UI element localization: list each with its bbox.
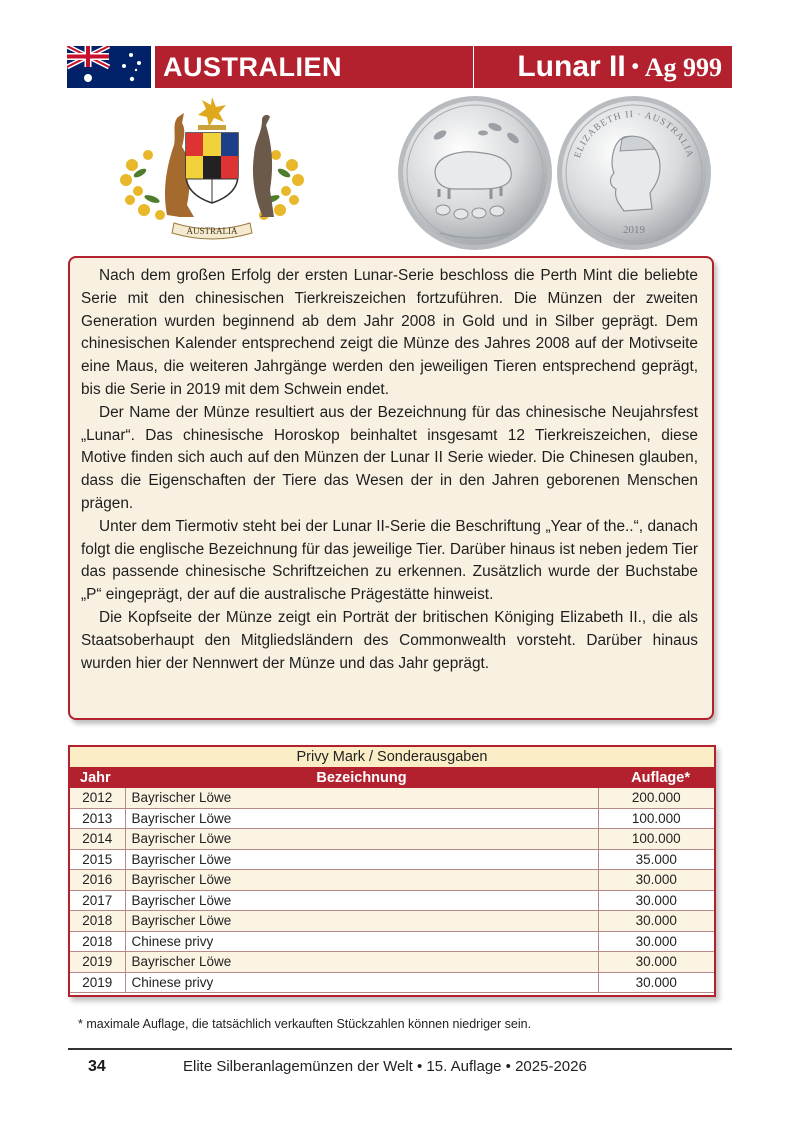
table-row [70, 788, 714, 808]
table-header-row [70, 767, 714, 788]
table-row [70, 829, 714, 850]
cell-year: 2014 [70, 829, 125, 850]
table-row [70, 952, 714, 973]
page-number: 34 [88, 1058, 106, 1075]
header-name: Bezeichnung [125, 767, 598, 788]
cell-name: Bayrischer Löwe [125, 829, 598, 850]
cell-mintage: 30.000 [598, 952, 714, 973]
paragraph-3: Unter dem Tiermotiv steht bei der Lunar II-Serie die Beschriftung „Year of the..“, danach folgt die englische Bezeichnung für das jeweilige Tier. Darüber hinaus ist neben jedem Tier das passende chinesische Schriftzeichen zu erkennen. Zusätzlich wurde der Buchstabe „P“ eingeprägt, der auf die australische Prägestätte hinweist. [81, 517, 698, 604]
cell-year: 2017 [70, 890, 125, 911]
cell-year: 2019 [70, 972, 125, 993]
cell-year: 2018 [70, 931, 125, 952]
cell-mintage: 30.000 [598, 972, 714, 993]
cell-name: Chinese privy [125, 972, 598, 993]
cell-mintage: 30.000 [598, 890, 714, 911]
privy-mark-table [68, 745, 716, 997]
table-row [70, 849, 714, 870]
series-title: Lunar II [517, 50, 626, 83]
obverse-legend: ELIZABETH II · AUSTRALIA [573, 109, 695, 160]
header-year: Jahr [70, 767, 125, 788]
cell-name: Bayrischer Löwe [125, 890, 598, 911]
cell-mintage: 30.000 [598, 931, 714, 952]
cell-mintage: 35.000 [598, 849, 714, 870]
footnote: * maximale Auflage, die tatsächlich verkauften Stückzahlen können niedriger sein. [78, 1017, 532, 1031]
cell-name: Chinese privy [125, 931, 598, 952]
cell-mintage: 30.000 [598, 911, 714, 932]
cell-name: Bayrischer Löwe [125, 911, 598, 932]
australia-flag-icon [67, 46, 151, 88]
obverse-year: 2019 [623, 224, 645, 236]
coin-obverse-queen-icon [554, 93, 714, 253]
cell-name: Bayrischer Löwe [125, 808, 598, 829]
cell-mintage: 100.000 [598, 808, 714, 829]
table-row [70, 808, 714, 829]
cell-name: Bayrischer Löwe [125, 870, 598, 891]
table-row [70, 972, 714, 993]
cell-year: 2012 [70, 788, 125, 808]
cell-mintage: 200.000 [598, 788, 714, 808]
cell-name: Bayrischer Löwe [125, 952, 598, 973]
table-row [70, 870, 714, 891]
cell-name: Bayrischer Löwe [125, 849, 598, 870]
coin-reverse-pig-icon [395, 93, 555, 253]
series-separator: • [631, 56, 639, 78]
cell-mintage: 100.000 [598, 829, 714, 850]
coat-banner-label: AUSTRALIA [186, 226, 238, 236]
coat-of-arms-icon [112, 95, 312, 245]
cell-year: 2013 [70, 808, 125, 829]
footer-divider [68, 1048, 732, 1050]
cell-year: 2019 [70, 952, 125, 973]
table-row [70, 890, 714, 911]
description-box [68, 256, 714, 720]
cell-name: Bayrischer Löwe [125, 788, 598, 808]
cell-year: 2016 [70, 870, 125, 891]
header-mintage: Auflage* [598, 767, 714, 788]
cell-year: 2015 [70, 849, 125, 870]
running-title: Elite Silberanlagemünzen der Welt • 15. Auflage • 2025-2026 [183, 1058, 587, 1075]
series-banner [474, 46, 732, 88]
paragraph-2: Der Name der Münze resultiert aus der Bezeichnung für das chinesische Neujahrsfest „Lunar“. Das chinesische Horoskop beinhaltet insgesamt 12 Tierkreiszeichen, diese Motive finden sich auch auf den Münzen der Lunar II Serie wieder. Die Chinesen glauben, dass die Eigenschaften der Tiere das Wesen der in den Jahren geborenen Menschen prägen. [81, 403, 698, 512]
paragraph-4: Die Kopfseite der Münze zeigt ein Porträt der britischen Königing Elizabeth II., die als Staatsoberhaupt den Mitgliedsländern des Commonwealth vorsteht. Darüber hinaus wurden hier der Nennwert der Münze und das Jahr geprägt. [81, 608, 698, 672]
table-row [70, 931, 714, 952]
paragraph-1: Nach dem großen Erfolg der ersten Lunar-Serie beschloss die Perth Mint die beliebte Serie mit den chinesischen Tierkreiszeichen fortzuführen. Die Münzen der zweiten Generation wurden beginnend ab dem Jahr 2008 in Gold und in Silber geprägt. Dem chinesischen Kalender entsprechend zeigt die Münze des Jahres 2008 auf der Motivseite eine Maus, die weiteren Jahrgänge werden den jeweiligen Tieren entsprechend geprägt, bis die Serie in 2019 mit dem Schwein endet. [81, 267, 698, 398]
cell-mintage: 30.000 [598, 870, 714, 891]
country-title: AUSTRALIEN [163, 52, 342, 82]
table-caption: Privy Mark / Sonderausgaben [70, 747, 714, 767]
country-banner [155, 46, 473, 88]
table-row [70, 911, 714, 932]
cell-year: 2018 [70, 911, 125, 932]
metal-fineness: Ag 999 [644, 53, 722, 82]
